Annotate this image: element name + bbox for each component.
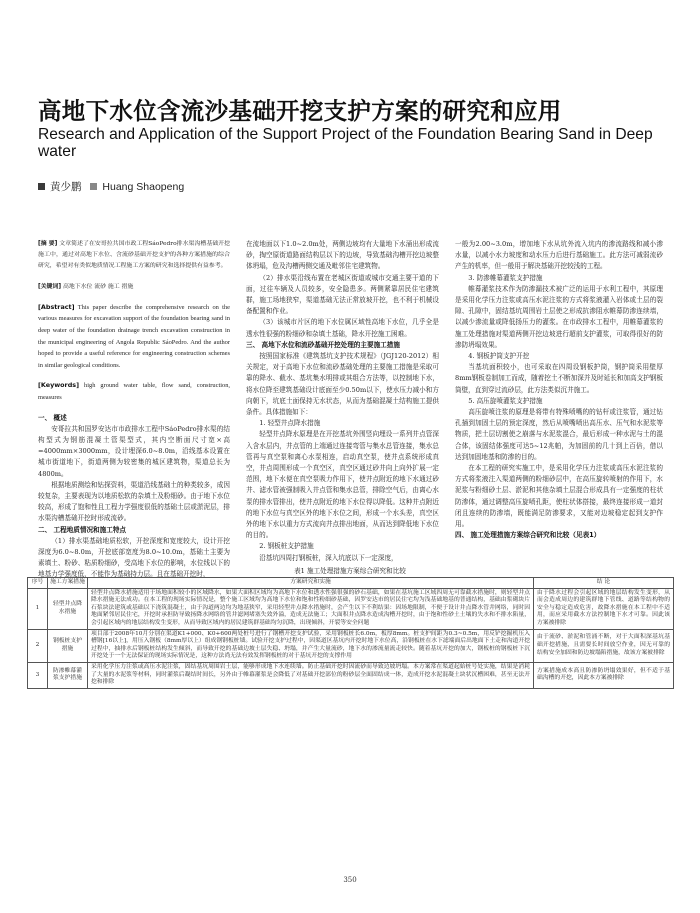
subheading: 1. 轻型井点降水措施: [259, 419, 321, 428]
paragraph: 按照国家标准《建筑基坑支护技术规程》（JGJ120-2012）相关规定，对于高地下水位和流砂基础处理的主要施工措施是采取可靠的降水、截水、基坑集水明排或其组合方法等，以控制地下水，将水位降至建筑基础设计底面至少0.50m以下，使水压力减小和方向朝下，坑底土面保持无水状态，从而为基础混凝土结构施工提供条件。具体措施如下：: [246, 352, 439, 417]
paragraph: 轻型井点降水原理是在开挖基坑外围竖向埋设一系列井点管深入含水层内，井点管的上端通过连接弯管与集水总管连接，集水总管再与真空泵和离心水泵相连，启动真空泵，使井点系统形成真空，井点周围形成一个真空区，真空区通过砂井向上向外扩展一定范围，地下水便在真空泵吸力作用下，使井点附近的地下水通过砂井、滤水管被强制吸入井点管和集水总管，排除空气后，由离心水泵的排水管排出，使井点附近的地下水位得以降低。这种井点附近的地下水位与真空区外的地下水位之间，形成一个水头差，真空区外的地下水以重力方式流向井点排出地面，从而达到降低地下水位的目的。: [246, 430, 439, 540]
table-caption: 表1 施工处理措施方案综合研究和比较: [294, 567, 406, 575]
keywords-en: [Keywords] high ground water table, flow sand, construction, measures: [38, 381, 230, 401]
section-heading-2: 二、 工程地质情况和施工特点: [38, 525, 127, 534]
paragraph: 沿基坑四周打钢板桩，深入坑底以下一定深度，: [259, 553, 398, 562]
table-cell-study: 项目部于2008年10月分别在渠道K1+000、K0+600两处桩号进行了钢槽开挖支护试验，采用钢板桩长6.0m，板厚8mm。桩支护间距为0.3~0.5m，用反铲挖掘机压入槽钢[16以上]，用压入钢板（8mm厚以上）组成钢钢板桩墙。试验开挖支护过程中，因渠道区基坑内开挖时地下水位高，沿钢板桩在水下滤端面后出地面下土走和沟道开挖过程中，抽排水后钢板桩结构发生倾斜，而导致开挖的基础边坡土层失稳、坍塌，并产生大量流砂，地下水的渗流量流走较快。随着基坑开挖的加大，钢板桩的钢板桩下沉开挖处于一个无法保证的现场实际情况是，这种方法尚无法有效发挥钢板桩的对于基坑开挖的支撑作用: [88, 629, 534, 662]
subheading: 3. 防渗帷幕灌浆支护措施: [468, 273, 543, 282]
table-cell-no: 1: [28, 588, 48, 629]
table-cell-no: 3: [28, 662, 48, 688]
column-header: 序号: [28, 578, 48, 589]
table-row: [28, 662, 674, 688]
section-heading-3: 三、 高地下水位和流砂基础开挖处理的主要施工措施: [246, 340, 400, 349]
table-cell-no: 2: [28, 629, 48, 662]
column-middle: [246, 239, 439, 564]
subheading: 5. 高压旋喷灌浆支护措施: [468, 396, 543, 405]
author-en: Huang Shaopeng: [102, 181, 185, 193]
table-row: [28, 629, 674, 662]
table-cell-conclusion: 方案措施成本高且防渗防坍塌效果好，但不适于基础沟槽的开挖，因此本方案被排除: [534, 662, 674, 688]
paragraph: 高压旋喷注浆的原理是将带有特殊喷嘴的的钻杆或注浆管，通过钻孔插到加固土层的预定深度，然后从喷嘴喷出高压水、压气和水泥浆等物质，把土层切割使之崩落与水泥浆混合，最后形成一种水泥与土的混合体，该固结体强度可达5~12兆帕，为加固前的几十到上百倍，借以达到加固地基和防渗的目的。: [455, 408, 663, 461]
table-cell-scheme: 轻型井点降水措施: [48, 588, 88, 629]
paragraph: 帷幕灌浆技术作为防渗漏技术被广泛的运用于水利工程中，其原理是采用化学压力注浆或高压水泥注浆的方式将浆液灌入岩体或土层的裂隙、孔隙中，固结基坑周围岩土层使之形成抗渗阻水帷幕防渗连续墙，以减少渗流量或降低扬压力的灌浆。在市政排水工程中，用帷幕灌浆的施工处理措施对渠道两侧开挖边坡进行超前支护灌浆，可取得很好的防渗防坍塌效果。: [455, 284, 663, 349]
table-cell-scheme: 防渗帷幕灌浆支护措施: [48, 662, 88, 688]
paragraph: 根据地质测绘和钻探资料，渠道沿线基础土的种类较多，成因较复杂，主要表现为以地质松软的杂填土及粉细砂。由于地下水位较高，形成了饱和性且工程力学强度很低的基础土层或淤泥层，排水渠沟槽基础开挖时形成流砂。: [38, 480, 230, 523]
title-chinese: 高地下水位含流沙基础开挖支护方案的研究和应用: [38, 97, 562, 125]
subheading: 2. 钢板桩支护措施: [259, 542, 314, 551]
section-heading-1: 一、 概述: [38, 413, 67, 422]
paragraph: （1）排水渠基础地质松软，开挖深度和宽度较大，设计开挖深度为6.0~8.0m，开挖底部宽度为8.0~10.0m，基础土主要为素填土、粉砂、粘质粉细砂，受高地下水位的影响，水位线以下的地基力学强度低，不能作为基础持力层。且在基础开挖时，: [38, 536, 230, 579]
paragraph: 安哥拉共和国罗安达市市政排水工程中SáoPedro排水渠的结构型式为钢筋混凝土管渠型式，其内空断面尺寸宽×高=4000mm×3000mm，设计埋深6.0~8.0m，沿线基本设置在城市街道地下，街道两侧为较密集的城区建筑物，渠道总长为4800m。: [38, 424, 230, 478]
paragraph: （2）排水渠沿线布置在老城区街道或城市交通主要干道的下面，过往车辆及人员较多，安全隐患多。两侧紧靠居民住宅建筑群，施工场地狭窄，渠道基础无法正常放坡开挖，也不利于机械设备配置和作业。: [246, 273, 439, 316]
page-number: 350: [343, 876, 357, 884]
table-row: [28, 588, 674, 629]
section-heading-4: 四、 施工处理措施方案综合研究和比较（见表1）: [455, 531, 601, 540]
subheading: 4. 钢板护筒支护开挖: [468, 352, 530, 361]
paragraph: 在流地面以下1.0~2.0m处，两侧边坡均有大量地下水涌出形成流砂，掏空原街道路面结构层以下的边坡，导致基础沟槽开挖边坡整体坍塌，危及沟槽两侧交通及毗邻住宅建筑物。: [246, 240, 439, 271]
paragraph: 一般为2.00~3.0m，增加地下水从坑外流入坑内的渗流路线和减小渗水量，以减小水力坡度和动水压力后进行基础施工。此方法可减弱流砂产生的机率，但一般用于解决基础开挖较浅的工程。: [455, 240, 663, 271]
square-bullet-icon: [90, 183, 97, 190]
column-header: 方案研究和实施: [88, 578, 534, 589]
column-header: 施工方案措施: [48, 578, 88, 589]
square-bullet-icon: [38, 183, 45, 190]
paragraph: （3）该城市片区的地下水位属区域性高地下水位，几乎全是透水性很强的粉细砂和杂填土基础，降水开挖施工困难。: [246, 318, 439, 338]
table-cell-study: 轻型井点降水措施适用于场地面积较小的区域降水，如果大面积区域均为高地下水位和透水性强很强的砂石基础，如果在基坑施工区域四周无可靠截水措施时，则轻型井点降水措施无法成功。在本工程的现场实际情况是，整个施工区域均为高地下水位和饱和性粉细砂基础，因罗安达市的居民住宅均为浅基础地基的普通结构，基础由浆砌块片石浆块法建筑或基础以下浇筑混凝土，由于沟道两边均为地基狭窄，采用轻型井点降水措施时，会产生以下不利结果：因场地限制，不便于设计井点降水管井网络，同时因地面紧邻居民住宅，开挖时承担防导致扬降水网络的管井滤网堵塞失效外溢，造成无法施工；大面积井点降水造成沟槽开挖时，由于饱和性砂土土壤的失水和不排水陷量，会引起区域内的地层结构发生变形，从而导致区域内的居民建筑群基础均匀沉降，出现倾斜，开裂等安全问题: [88, 588, 534, 629]
table-cell-study: 采用化学压力注浆或高压水泥注浆，固结基坑周围岩土层，能够形成地下水连续墙。防止基础开挖时因流砂而导致边坡坍塌。本方案常在渠道起始桩号处实施，结果是消耗了大量的水泥浆等材料，同时灌浆后凝结时间长，另外由于帷幕灌浆是会降低了对基础开挖部位的粉砂层全面固结成一体，造成开挖水泥混凝土块状沉槽困难，甚至无法开挖和排除: [88, 662, 534, 688]
keywords-cn: [关键词] 高地下水位 流砂 施工 措施: [38, 283, 134, 290]
abstract-en: [Abstract] This paper describe the comprehensive research on the various measures for excavation support of the foundation bearing sand in deep water of the foundation drainage trench excavation construction in the municipal engineering of Angola Republic SáoPedro. And the author hoped to provide a useful reference for engineering construction schemes in similar geological conditions.: [38, 302, 230, 369]
paragraph: 当基坑面积较小，也可采取在四周设钢板护筒，钢护筒采用壁厚8mm钢板卷制加工而成，随着挖土不断加深并及时延长和加高支护钢板筒壁，直到穿过流砂层，此方法类似沉井施工。: [455, 363, 663, 394]
table-cell-conclusion: 由于流砂、淤泥和管涌不断，对于大面积深基坑基础开挖措施，且需要长时间放空作业，因无可靠的结构安全加固和防边坡塌陷措施，故该方案被排除: [534, 629, 674, 662]
paragraph: 在本工程的研究实施工中，是采用化学压力注浆或高压水泥注浆的方式将浆液注入渠道两侧的粉细砂层中，在高压旋转喷射的作用下，水泥浆与粉细砂土层、淤泥和其他杂填土层混合形成具有一定强度的柱状防渗体，通过调整高压旋喷孔距，使柱状体搭接，最终连接形成一道封闭且连续的防渗墙，既能满足防渗要求，又能对边坡稳定起到支护作用。: [455, 464, 663, 529]
comparison-table: [27, 577, 674, 689]
abstract-cn: [摘 要] 文章简述了在安哥拉共国市政工程SáoPedro排水渠沟槽基础开挖施工中，通过对高地下水位、含流砂基础开挖支护的各种方案措施的综合研究，希望对有类似地质情况工程施工方案的研究和选择提供有益参考。: [38, 241, 231, 270]
author-cn: 黄少鹏: [50, 181, 82, 193]
table-cell-scheme: 钢板桩支护措施: [48, 629, 88, 662]
author-line: [38, 179, 184, 194]
title-english: Research and Application of the Support Project of the Foundation Bearing Sand in Deep water: [38, 126, 653, 160]
table-header-row: [28, 578, 674, 589]
column-left: [38, 239, 230, 581]
table-cell-conclusion: 由于降水过程会引起区域的地层结构发生变形，从而会造成周边的建筑群地下管线、道路等结构物的安全与稳定造成危害，故降水措施在本工程中不适用，而应采用截水方法控制地下水才可靠。因此该方案被排除: [534, 588, 674, 629]
column-header: 结 论: [534, 578, 674, 589]
column-right: [455, 239, 663, 541]
